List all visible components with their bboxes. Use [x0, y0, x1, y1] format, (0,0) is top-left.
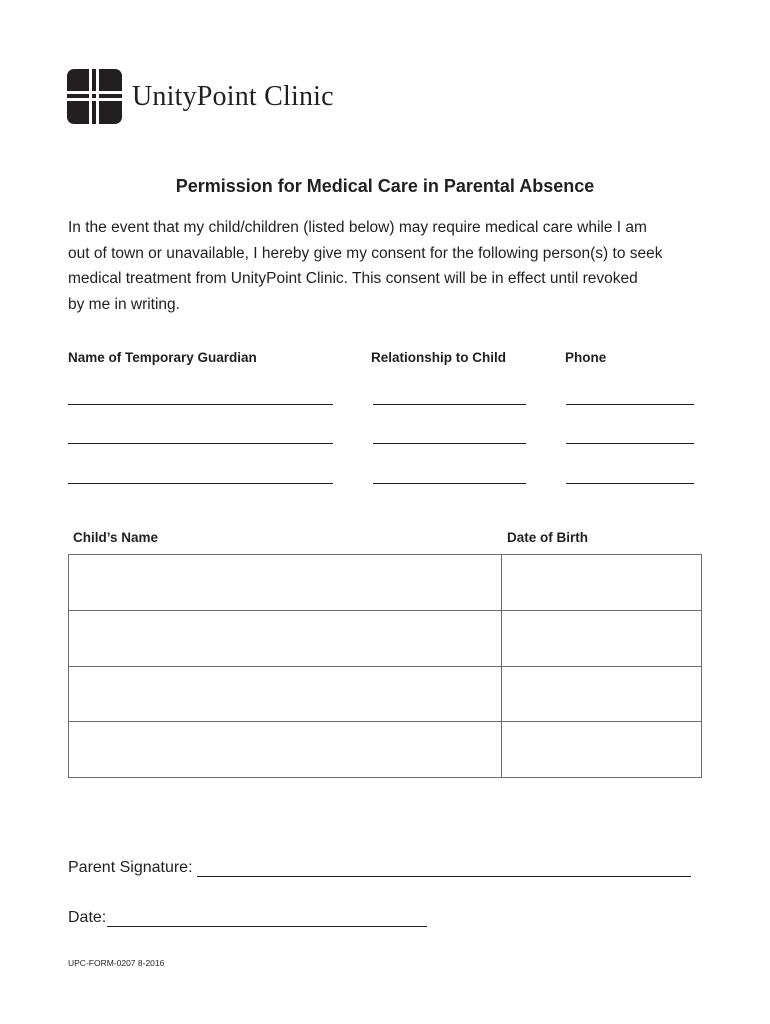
- relationship-field-1[interactable]: [373, 404, 526, 405]
- table-row: [69, 722, 702, 778]
- child-name-cell[interactable]: [69, 666, 502, 722]
- guardian-name-field-1[interactable]: [68, 404, 333, 405]
- phone-field-1[interactable]: [566, 404, 694, 405]
- date-row: [68, 908, 427, 927]
- intro-line: In the event that my child/children (listed below) may require medical care while I am: [68, 219, 647, 236]
- intro-line: by me in writing.: [68, 296, 180, 314]
- phone-header: Phone: [565, 350, 607, 365]
- table-row: [69, 666, 702, 722]
- date-of-birth-cell[interactable]: [502, 555, 702, 611]
- children-table: [68, 554, 702, 778]
- table-row: [69, 610, 702, 666]
- logo: [67, 69, 334, 124]
- relationship-field-3[interactable]: [373, 483, 526, 484]
- phone-field-2[interactable]: [566, 443, 694, 444]
- date-label: Date:: [68, 909, 107, 926]
- intro-paragraph: [68, 215, 708, 318]
- date-of-birth-cell[interactable]: [502, 610, 702, 666]
- date-of-birth-header: Date of Birth: [507, 530, 588, 545]
- child-name-cell[interactable]: [69, 722, 502, 778]
- guardian-name-field-3[interactable]: [68, 483, 333, 484]
- logo-text: UnityPoint Clinic: [132, 80, 334, 112]
- guardian-name-field-2[interactable]: [68, 443, 333, 444]
- guardian-name-header: Name of Temporary Guardian: [68, 350, 257, 365]
- form-number: UPC-FORM-0207 8-2016: [68, 958, 165, 968]
- table-row: [69, 555, 702, 611]
- date-of-birth-cell[interactable]: [502, 722, 702, 778]
- cross-mark-icon: [67, 69, 122, 124]
- parent-signature-field[interactable]: [197, 858, 691, 877]
- parent-signature-row: [68, 858, 691, 877]
- date-of-birth-cell[interactable]: [502, 666, 702, 722]
- date-field[interactable]: [107, 908, 427, 927]
- parent-signature-label: Parent Signature:: [68, 859, 193, 876]
- child-name-cell[interactable]: [69, 555, 502, 611]
- intro-line: out of town or unavailable, I hereby give my consent for the following person(s) to seek: [68, 244, 663, 262]
- child-name-header: Child’s Name: [73, 530, 159, 545]
- child-name-cell[interactable]: [69, 610, 502, 666]
- relationship-field-2[interactable]: [373, 443, 526, 444]
- relationship-header: Relationship to Child: [371, 350, 506, 365]
- intro-line: medical treatment from UnityPoint Clinic. This consent will be in effect until revoked: [68, 270, 638, 288]
- form-title: Permission for Medical Care in Parental Absence: [175, 176, 595, 196]
- phone-field-3[interactable]: [566, 483, 694, 484]
